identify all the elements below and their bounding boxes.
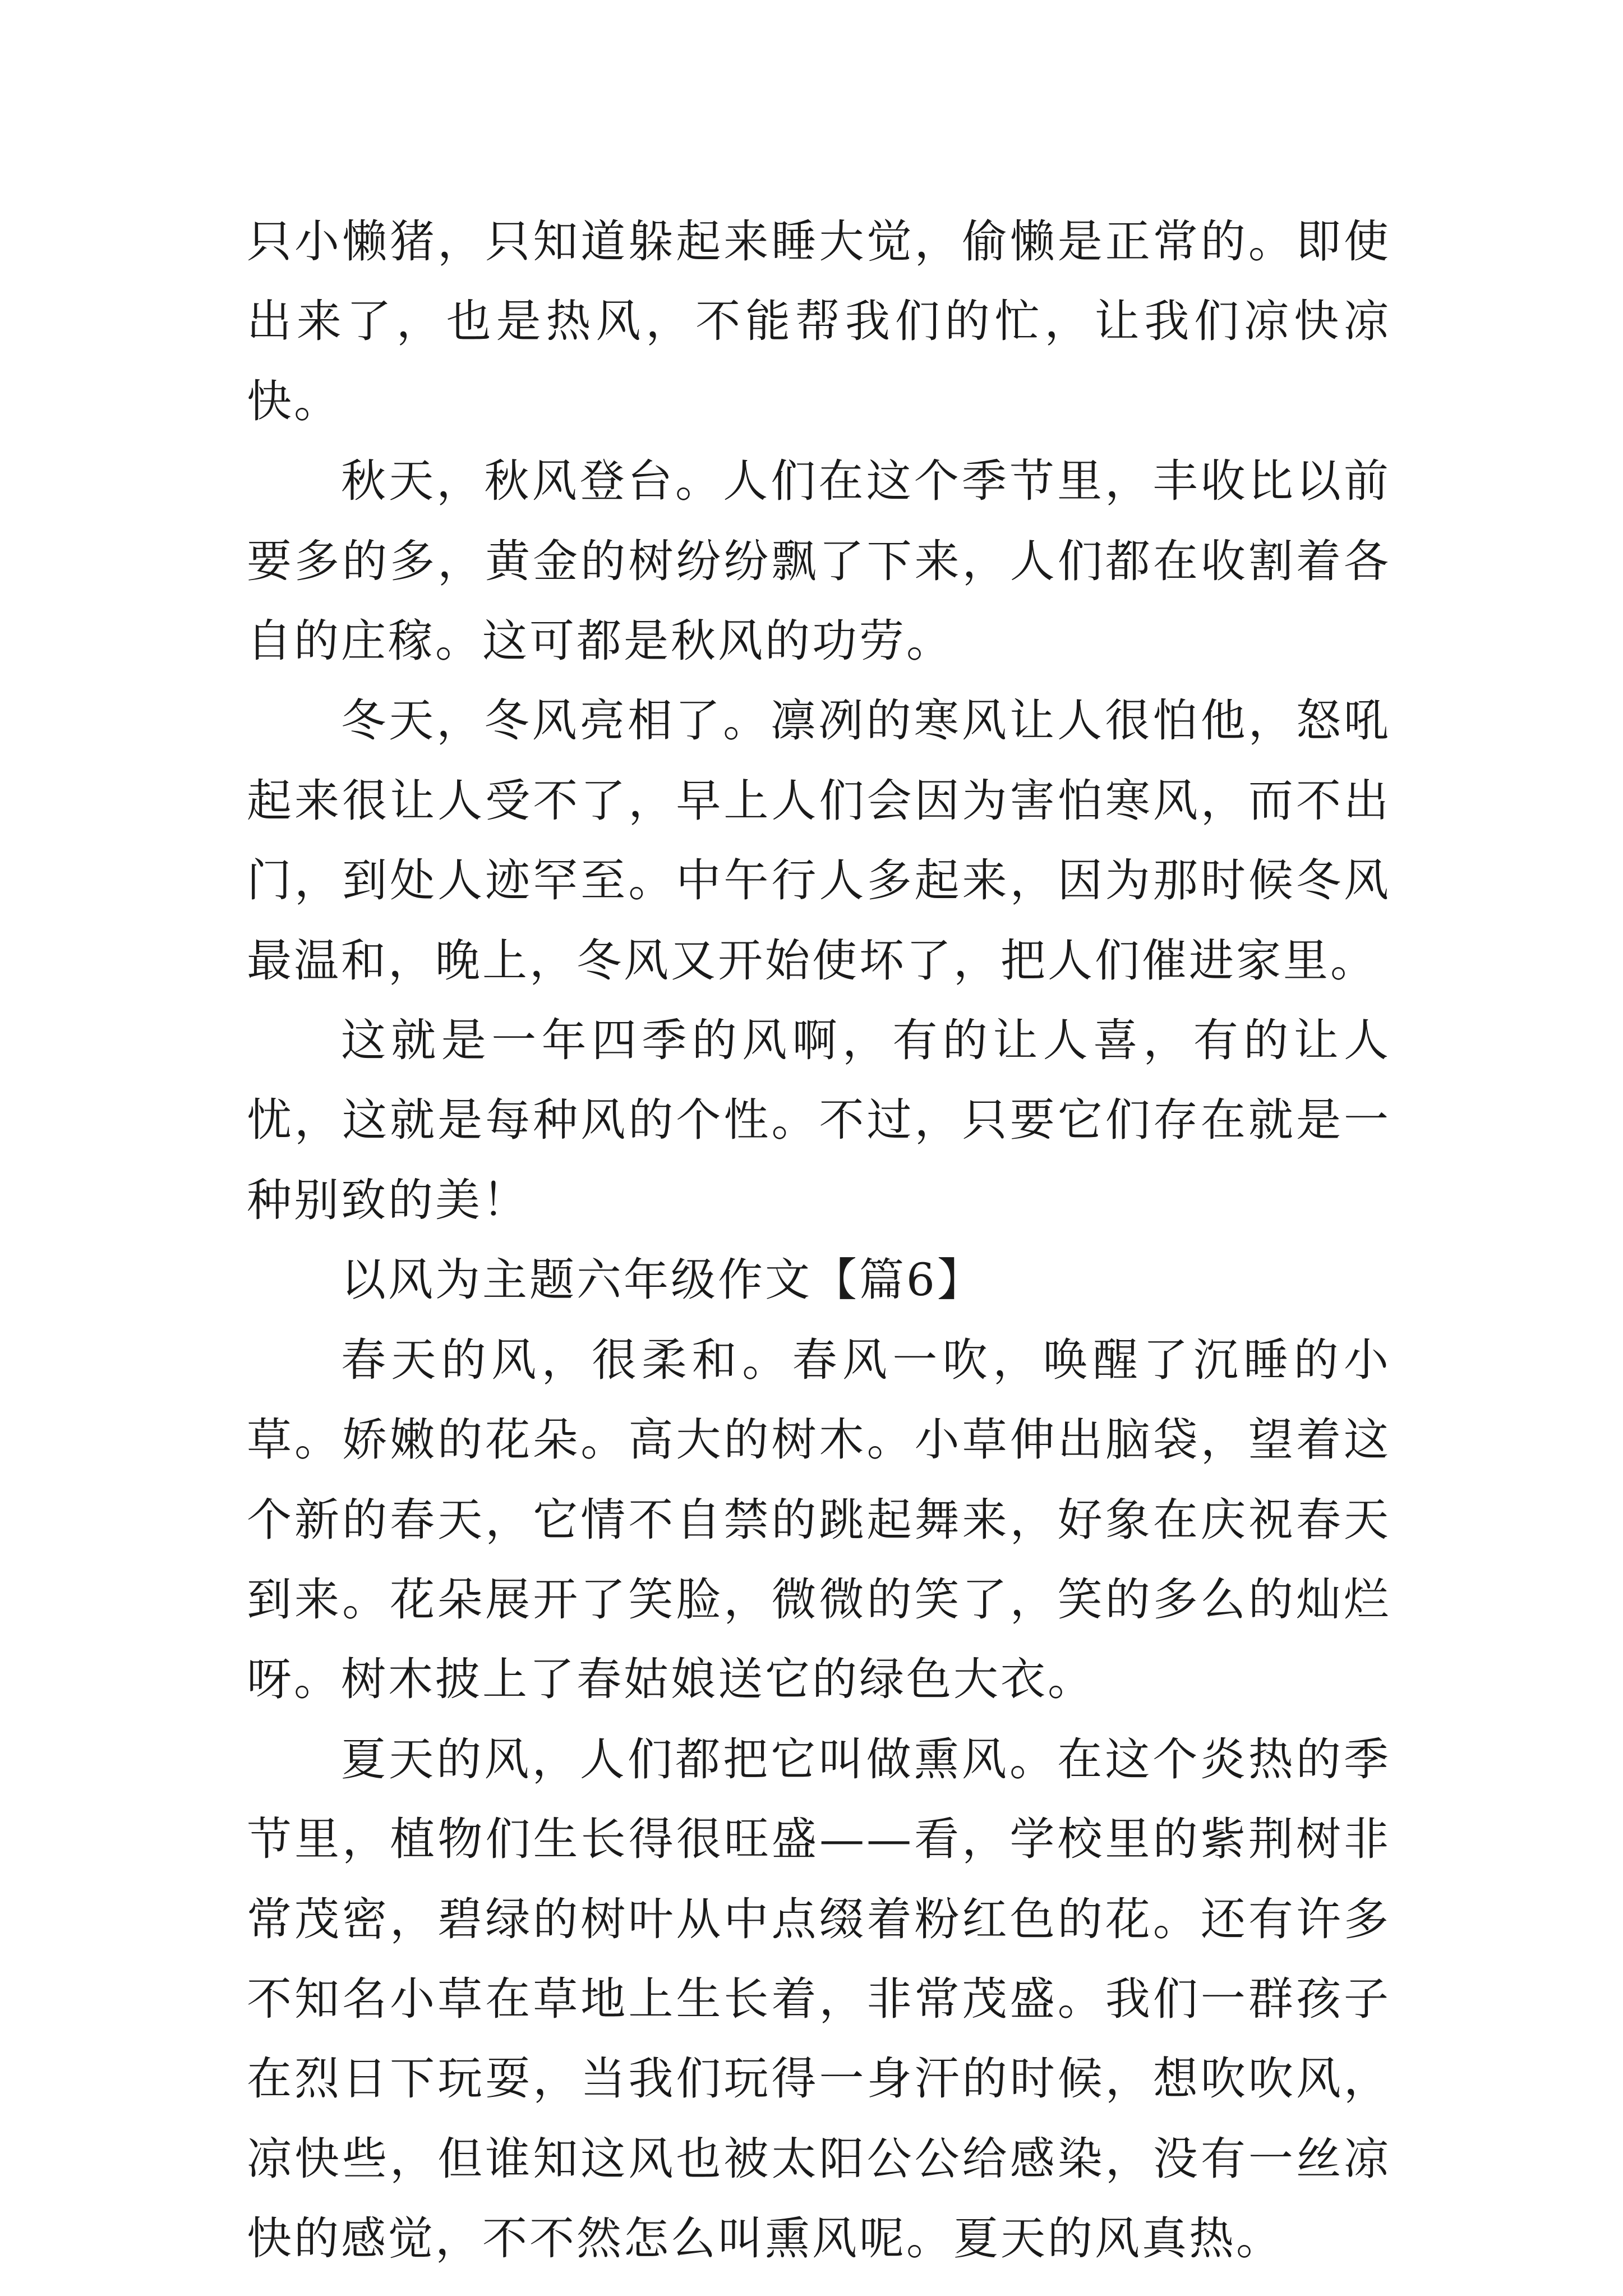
document-body — [247, 202, 1391, 2279]
paragraph-winter: 冬天，冬风亮相了。凛冽的寒风让人很怕他，怒吼起来很让人受不了，早上人们会因为害怕寒风，而不出门，到处人迹罕至。中午行人多起来，因为那时候冬风最温和，晚上，冬风又开始使坏了，把人们催进家里。 — [247, 694, 1391, 987]
paragraph-autumn: 秋天，秋风登台。人们在这个季节里，丰收比以前要多的多，黄金的树纷纷飘了下来，人们都在收割着各自的庄稼。这可都是秋风的功劳。 — [247, 455, 1391, 668]
paragraph-summer-wind: 夏天的风，人们都把它叫做熏风。在这个炎热的季节里，植物们生长得很旺盛——看，学校里的紫荆树非常茂密，碧绿的树叶从中点缀着粉红色的花。还有许多不知名小草在草地上生长着，非常茂盛。我们一群孩子在烈日下玩耍，当我们玩得一身汗的时候，想吹吹风，凉快些，但谁知这风也被太阳公公给感染，没有一丝凉快的感觉，不不然怎么叫熏风呢。夏天的风真热。 — [247, 1733, 1391, 2265]
paragraph-summer-continued: 只小懒猪，只知道躲起来睡大觉，偷懒是正常的。即使出来了，也是热风，不能帮我们的忙，让我们凉快凉快。 — [247, 215, 1391, 427]
section-heading: 以风为主题六年级作文【篇6】 — [341, 1254, 984, 1306]
paragraph-spring-wind: 春天的风，很柔和。春风一吹，唤醒了沉睡的小草。娇嫩的花朵。高大的树木。小草伸出脑袋，望着这个新的春天，它情不自禁的跳起舞来，好象在庆祝春天到来。花朵展开了笑脸，微微的笑了，笑的多么的灿烂呀。树木披上了春姑娘送它的绿色大衣。 — [247, 1333, 1391, 1706]
paragraph-conclusion: 这就是一年四季的风啊，有的让人喜，有的让人忧，这就是每种风的个性。不过，只要它们存在就是一种别致的美！ — [247, 1014, 1391, 1226]
